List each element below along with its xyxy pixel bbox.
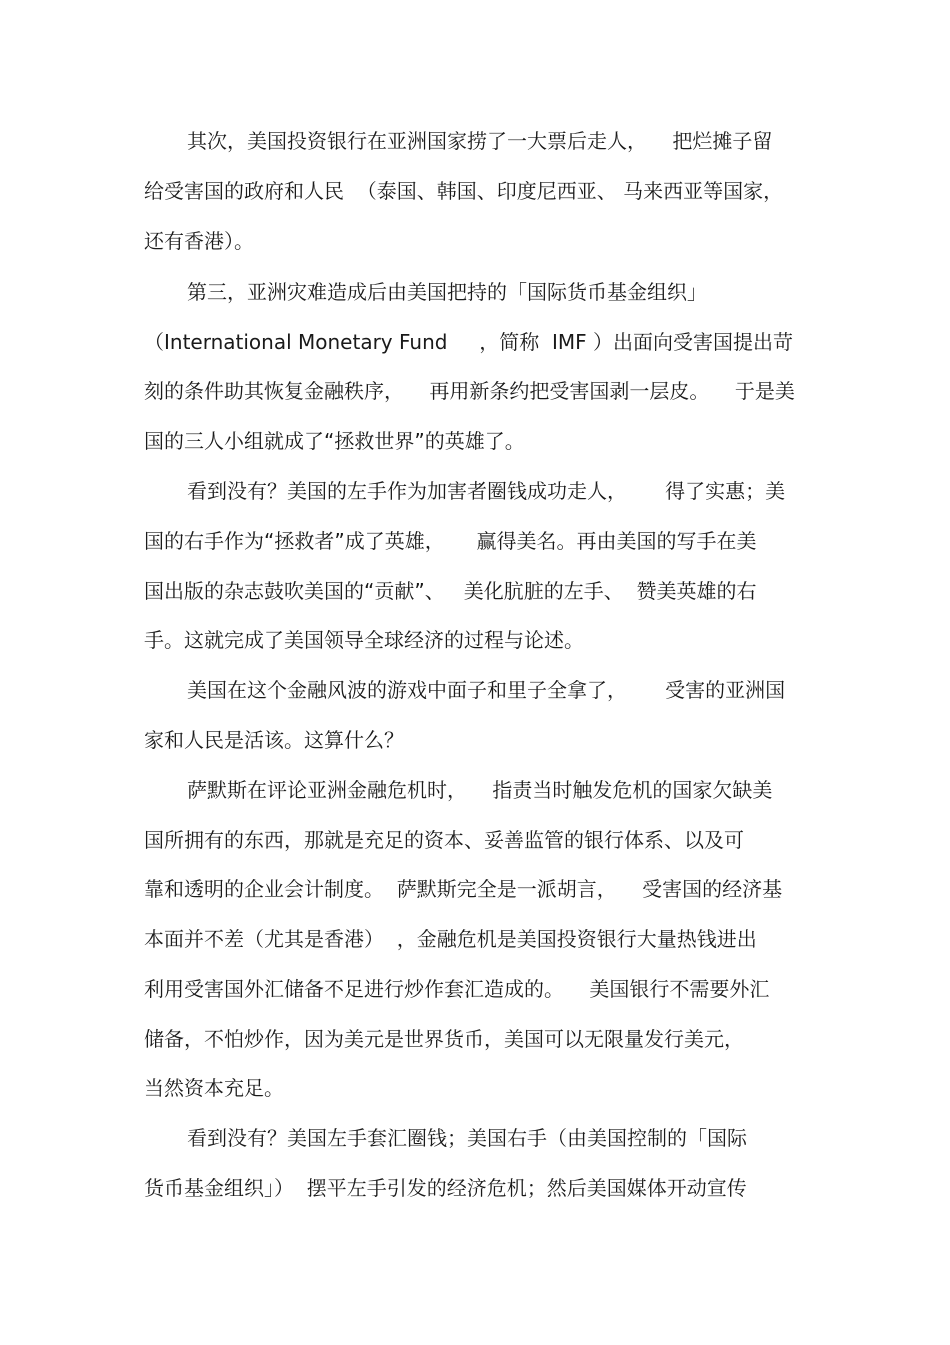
text-line: 看到没有？美国的左手作为加害者圈钱成功走人， 得了实惠；美	[187, 479, 786, 503]
text-line: 国的右手作为“拯救者”成了英雄， 赢得美名。再由美国的写手在美	[144, 529, 757, 553]
text-line: 当然资本充足。	[144, 1076, 284, 1100]
text-line: 刻的条件助其恢复金融秩序， 再用新条约把受害国剥一层皮。 于是美	[144, 379, 795, 403]
text-line: 还有香港）。	[144, 229, 254, 253]
text-line: 手。这就完成了美国领导全球经济的过程与论述。	[144, 628, 584, 652]
text-line: 靠和透明的企业会计制度。 萨默斯完全是一派胡言， 受害国的经济基	[144, 877, 783, 901]
text-line: 利用受害国外汇储备不足进行炒作套汇造成的。 美国银行不需要外汇	[144, 977, 770, 1001]
text-line: 看到没有？美国左手套汇圈钱；美国右手（由美国控制的「国际	[187, 1126, 747, 1150]
text-line: 国所拥有的东西，那就是充足的资本、妥善监管的银行体系、以及可	[144, 828, 744, 852]
text-line: 储备，不怕炒作，因为美元是世界货币，美国可以无限量发行美元，	[144, 1027, 744, 1051]
text-line: （International Monetary Fund ，简称 IMF ）出面向受害国提出苛	[144, 330, 793, 354]
text-line: 给受害国的政府和人民 （泰国、韩国、印度尼西亚、 马来西亚等国家，	[144, 179, 784, 203]
text-line: 本面并不差（尤其是香港） ，金融危机是美国投资银行大量热钱进出	[144, 927, 757, 951]
text-line: 家和人民是活该。这算什么？	[144, 728, 404, 752]
text-line: 美国在这个金融风波的游戏中面子和里子全拿了， 受害的亚洲国	[187, 678, 786, 702]
text-line: 其次，美国投资银行在亚洲国家捞了一大票后走人， 把烂摊子留	[187, 129, 773, 153]
text-line: 第三，亚洲灾难造成后由美国把持的「国际货币基金组织」	[187, 280, 707, 304]
text-line: 货币基金组织」） 摆平左手引发的经济危机；然后美国媒体开动宣传	[144, 1176, 747, 1200]
text-line: 国的三人小组就成了“拯救世界”的英雄了。	[144, 429, 525, 453]
text-line: 国出版的杂志鼓吹美国的“贡献”、 美化肮脏的左手、 赞美英雄的右	[144, 579, 757, 603]
text-line: 萨默斯在评论亚洲金融危机时， 指责当时触发危机的国家欠缺美	[187, 778, 773, 802]
